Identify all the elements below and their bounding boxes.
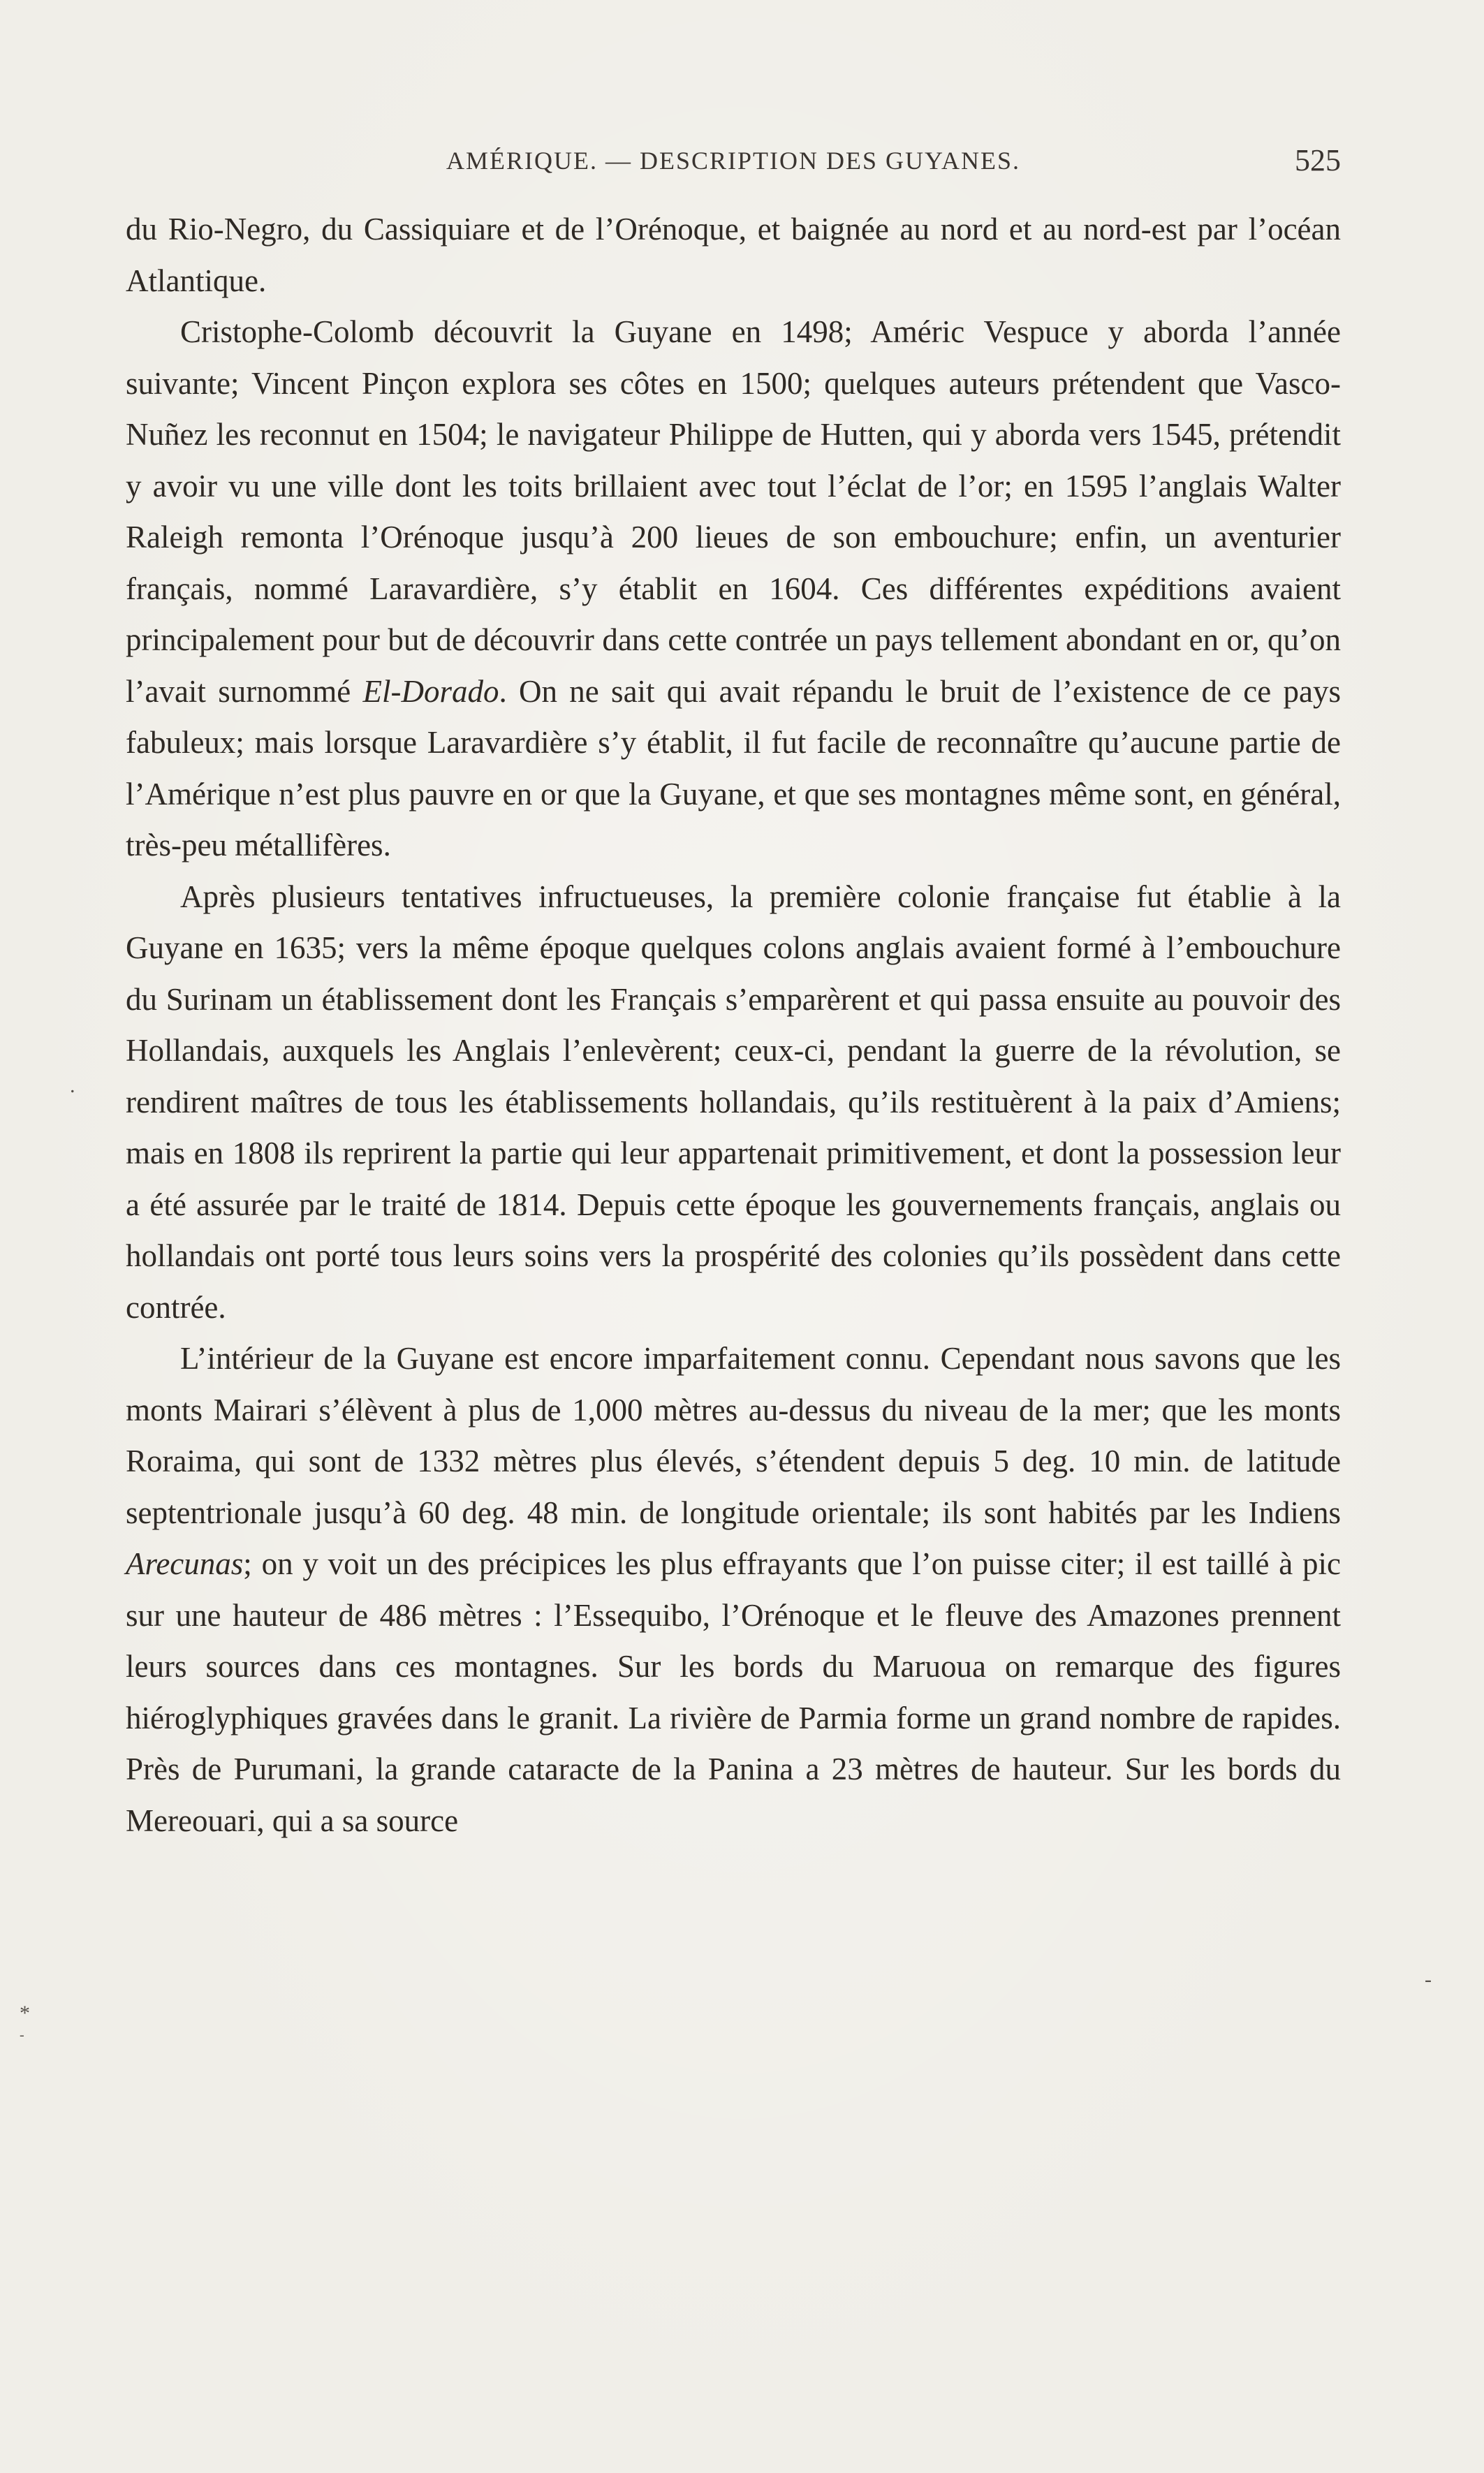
- margin-dot-mark: .: [70, 1074, 75, 1097]
- paragraph-3: [126, 872, 1341, 1334]
- running-head: [126, 140, 1341, 182]
- running-title: AMÉRIQUE. — DESCRIPTION DES GUYANES.: [446, 147, 1021, 175]
- margin-asterisk-mark: *: [20, 2002, 30, 2025]
- paragraph-3-text: Après plusieurs tentatives infructueuses, la première colonie française fut établie à la Guyane en 1635; vers la même époque quelques colons anglais avaient formé à l’embouchure du Surinam un établissement dont les Français s’emparèrent et qui passa ensuite au pouvoir des Hollandais, auxquels les Anglais l’enlevèrent; ceux-ci, pendant la guerre de la révolution, se rendirent maîtres de tous les établissements hollandais, qu’ils restituèrent à la paix d’Amiens; mais en 1808 ils reprirent la partie qui leur appartenait primitivement, et dont la possession leur a été assurée par le traité de 1814. Depuis cette époque les gouvernements français, anglais ou hollandais ont porté tous leurs soins vers la prospérité des colonies qu’ils possèdent dans cette contrée.: [126, 879, 1341, 1325]
- paragraph-4-text-b: ; on y voit un des précipices les plus effrayants que l’on puisse citer; il est taillé à pic sur une hauteur de 486 mètres : l’Essequibo, l’Orénoque et le fleuve des Amazones prennent leurs sources dans ces montagnes. Sur les bords du Maruoua on remarque des figures hiéroglyphiques gravées dans le granit. La rivière de Parmia forme un grand nombre de rapides. Près de Purumani, la grande cataracte de la Panina a 23 mètres de hauteur. Sur les bords du Mereouari, qui a sa source: [126, 1546, 1341, 1838]
- paragraph-1-text: du Rio-Negro, du Cassiquiare et de l’Orénoque, et baignée au nord et au nord-est par l’océan Atlantique.: [126, 212, 1341, 298]
- paragraph-2-text-a: Cristophe-Colomb découvrit la Guyane en 1498; Améric Vespuce y aborda l’année suivante; Vincent Pinçon explora ses côtes en 1500; quelques auteurs prétendent que Vasco-Nuñez les reconnut en 1504; le navigateur Philippe de Hutten, qui y aborda vers 1545, prétendit y avoir vu une ville dont les toits brillaient avec tout l’éclat de l’or; en 1595 l’anglais Walter Raleigh remonta l’Orénoque jusqu’à 200 lieues de son embouchure; enfin, un aventurier français, nommé Laravardière, s’y établit en 1604. Ces différentes expéditions avaient principalement pour but de découvrir dans cette contrée un pays tellement abondant en or, qu’on l’avait surnommé: [126, 314, 1341, 709]
- paragraph-2: [126, 307, 1341, 872]
- body-text: [126, 204, 1341, 1847]
- paragraph-4: [126, 1333, 1341, 1847]
- margin-right-dash-mark: -: [1425, 1968, 1432, 1991]
- page-number: 525: [1295, 143, 1341, 177]
- arecunas-italic: Arecunas: [126, 1546, 244, 1581]
- paragraph-2-text-b: . On ne sait qui avait répandu le bruit de l’existence de ce pays fabuleux; mais lorsque Laravardière s’y établit, il fut facile de reconnaître qu’aucune partie de l’Amérique n’est plus pauvre en or que la Guyane, et que ses montagnes même sont, en général, très-peu métallifères.: [126, 673, 1341, 863]
- paragraph-4-text-a: L’intérieur de la Guyane est encore imparfaitement connu. Cependant nous savons que les monts Mairari s’élèvent à plus de 1,000 mètres au-dessus du niveau de la mer; que les monts Roraima, qui sont de 1332 mètres plus élevés, s’étendent depuis 5 deg. 10 min. de latitude septentrionale jusqu’à 60 deg. 48 min. de longitude orientale; ils sont habités par les Indiens: [126, 1341, 1341, 1530]
- margin-dash-mark: -: [20, 2027, 24, 2043]
- el-dorado-italic: El-Dorado: [362, 673, 499, 709]
- paragraph-1: [126, 204, 1341, 307]
